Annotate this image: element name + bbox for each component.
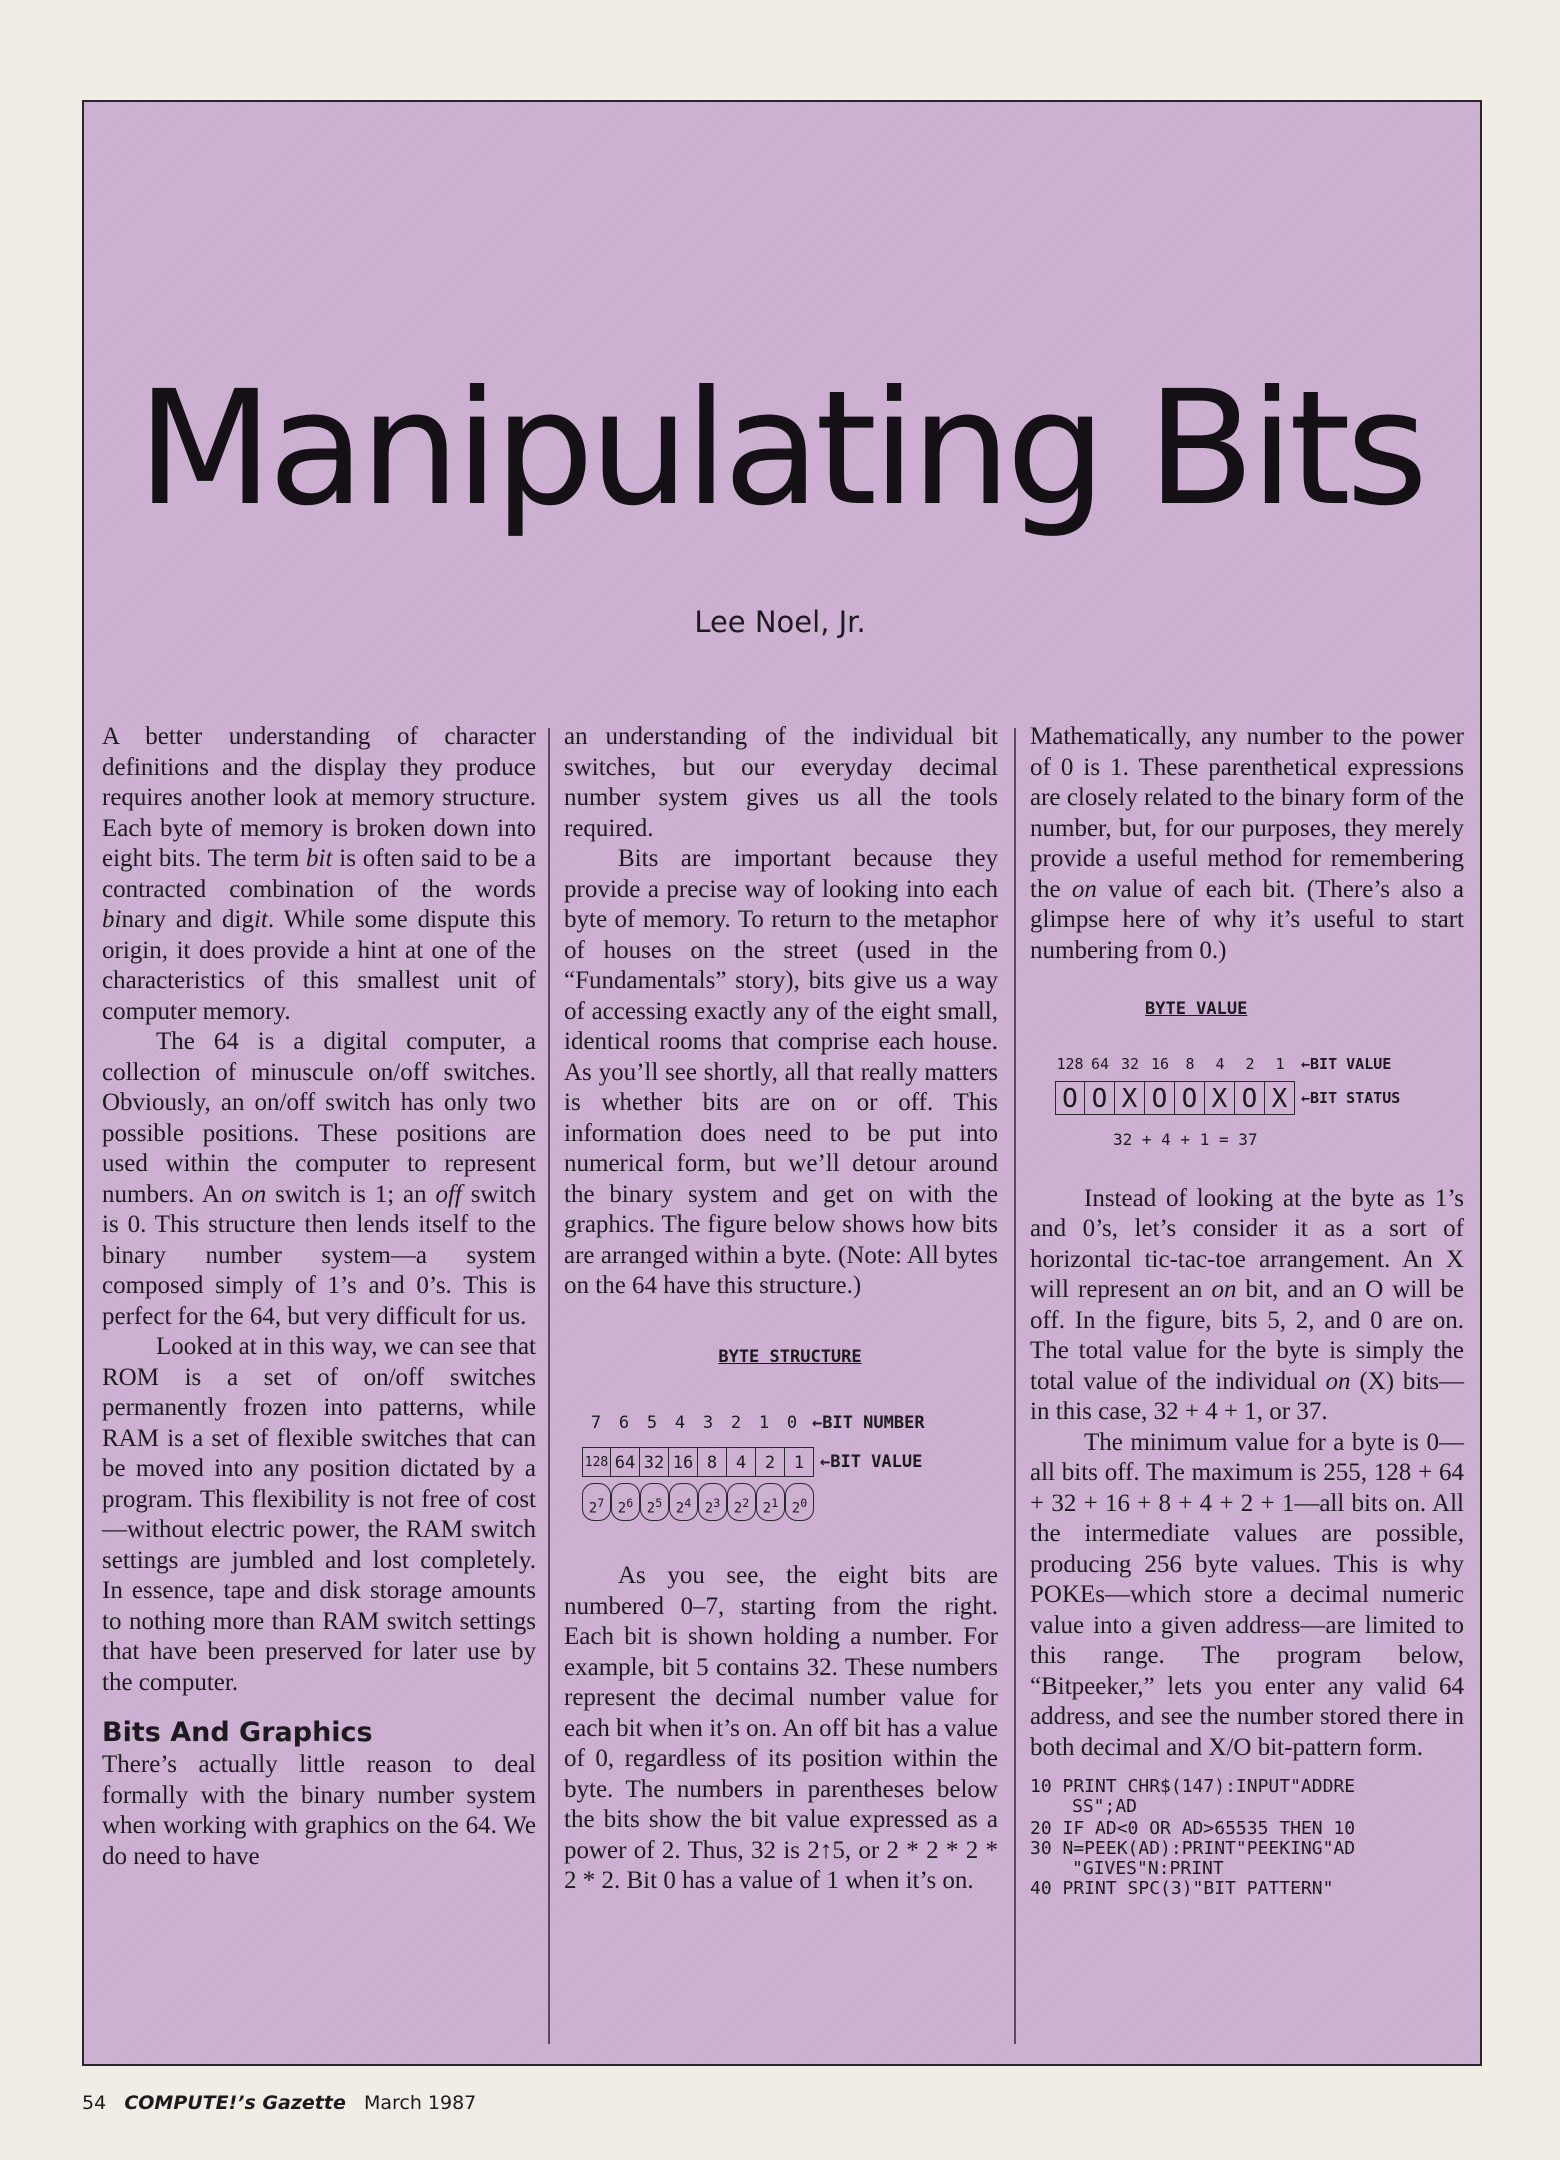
bit-value-cell: 64 [611,1447,640,1477]
bit-status-row [1055,1081,1464,1115]
bit-value-cell: 32 [640,1447,669,1477]
code-line: 20 IF AD<0 OR AD>65535 THEN 10 [1030,1818,1356,1839]
byline: Lee Noel, Jr. [694,605,866,639]
bit-number-label: ←BIT NUMBER [812,1413,925,1433]
bit-number: 1 [758,1413,770,1433]
figure-title: BYTE VALUE [1145,999,1248,1019]
bit-status-cell: O [1055,1081,1085,1115]
figure-title: BYTE STRUCTURE [718,1346,862,1367]
paragraph: an understanding of the individual bit switches, but our everyday decimal number system gives us all the tools required. [564,723,998,842]
bit-number: 7 [590,1413,602,1433]
bit-status-cell: O [1235,1081,1265,1115]
bit-value: 4 [1215,1054,1225,1073]
power-cell: $2^4$ [669,1483,698,1521]
bit-value-row [1055,1049,1464,1080]
bit-status-cell: X [1265,1081,1295,1115]
power-cell: $2^7$ [582,1483,611,1521]
article-title: Manipulating Bits [136,357,1424,541]
paragraph: The minimum value for a byte is 0—all bits off. The maximum is 255, 128 + 64 + 32 + 16 + 8 + 4 + 2 + 1—all bits on. All the intermediate values are possible, producing 256 byte values. This is why POKEs—which store a decimal numeric value into a given address—are limited to this range. The program below, “Bitpeeker,” lets you enter any valid 64 address, and see the number stored there in both decimal and X/O bit-pattern form. [1030,1428,1464,1761]
power-cell: $2^6$ [611,1483,640,1521]
section-heading: Bits And Graphics [102,1717,373,1748]
power-cell: $2^5$ [640,1483,669,1521]
bit-number: 5 [646,1413,658,1433]
code-line: 10 PRINT CHR$(147):INPUT"ADDRE [1030,1776,1356,1797]
bit-number: 4 [674,1413,686,1433]
bit-number: 0 [786,1413,798,1433]
code-line: SS";AD [1072,1796,1138,1817]
bit-value-label: ←BIT VALUE [1301,1054,1392,1073]
byte-value-figure [1055,994,1464,1156]
bit-value: 1 [1275,1054,1285,1073]
column-divider [1014,728,1016,2044]
magazine-name: COMPUTE!’s Gazette [124,2092,346,2114]
bit-value: 32 [1120,1054,1140,1073]
bit-value-cell: 2 [756,1447,785,1477]
byte-structure-figure [582,1342,998,1522]
bit-value-cell: 4 [727,1447,756,1477]
bit-value: 128 [1056,1054,1084,1073]
bit-status-cell: X [1205,1081,1235,1115]
paragraph: As you see, the eight bits are numbered 0–7, starting from the right. Each bit is shown holding a number. For example, bit 5 contains 32. These numbers represent the decimal number value for each bit when it’s on. An off bit has a value of 0, regardless of its position within the byte. The numbers in parentheses below the bits show the bit value expressed as a power of 2. Thus, 32 is 2↑5, or 2 * 2 * 2 * 2 * 2. Bit 0 has a value of 1 when it’s on. [564,1562,998,1894]
power-cell: $2^0$ [785,1483,814,1521]
page-footer [82,2092,476,2114]
paragraph: The 64 is a digital computer, a collection of minuscule on/off switches. Obviously, an on/off switch has only two possible positions. These positions are used within the computer to represent numbers. An on switch is 1; an off switch is 0. This structure then lends itself to the binary number system—a system composed simply of 1’s and 0’s. This is perfect for the 64, but very difficult for us. [102,1028,536,1330]
bit-number: 3 [702,1413,714,1433]
bit-status-cell: O [1175,1081,1205,1115]
bit-value-row [582,1447,998,1478]
code-line: 30 N=PEEK(AD):PRINT"PEEKING"AD [1030,1838,1356,1859]
program-listing [1030,1777,1464,1899]
byte-sum: 32 + 4 + 1 = 37 [1113,1130,1258,1149]
power-cell: $2^2$ [727,1483,756,1521]
code-line: "GIVES"N:PRINT [1072,1858,1224,1879]
paragraph: Mathematically, any number to the power of 0 is 1. These parenthetical expressions are closely related to the binary form of the number, but, for our purposes, they merely provide a useful method for remembering the on value of each bit. (There’s also a glimpse here of why it’s useful to start numbering from 0.) [1030,723,1464,964]
paragraph: Bits are important because they provide a precise way of looking into each byte of memory. To return to the metaphor of houses on the street (used in the “Fundamentals” story), bits give us a way of accessing exactly any of the eight small, identical rooms that comprise each house. As you’ll see shortly, all that really matters is whether bits are on or off. This information does need to be put into numerical form, but we’ll detour around the binary system and get on with the graphics. The figure below shows how bits are arranged within a byte. (Note: All bytes on the 64 have this structure.) [564,845,998,1299]
bit-value-cell: 1 [785,1447,814,1477]
paragraph: Looked at in this way, we can see that ROM is a set of on/off switches permanently frozen into patterns, while RAM is a set of flexible switches that can be moved into any position dictated by a program. This flexibility is not free of cost—without electric power, the RAM switch settings are jumbled and lost completely. In essence, tape and disk storage amounts to nothing more than RAM switch settings that have been preserved for later use by the computer. [102,1333,536,1696]
bit-value: 8 [1185,1054,1195,1073]
bit-status-label: ←BIT STATUS [1301,1088,1401,1107]
bit-value: 16 [1150,1054,1170,1073]
bit-status-cell: O [1085,1081,1115,1115]
column-1 [102,722,536,1872]
bit-value-cell: 128 [582,1447,611,1477]
issue-date: March 1987 [363,2092,477,2114]
bit-value-cell: 8 [698,1447,727,1477]
column-divider [548,728,550,2044]
bit-status-cell: X [1115,1081,1145,1115]
power-row [582,1483,998,1521]
bit-value: 2 [1245,1054,1255,1073]
bit-value-cell: 16 [669,1447,698,1477]
code-line: 40 PRINT SPC(3)"BIT PATTERN" [1030,1878,1334,1899]
paragraph: There’s actually little reason to deal formally with the binary number system when working with graphics on the 64. We do need to have [102,1751,536,1870]
bit-status-cell: O [1145,1081,1175,1115]
power-cell: $2^1$ [756,1483,785,1521]
bit-number: 2 [730,1413,742,1433]
bit-value: 64 [1090,1054,1110,1073]
paragraph: Instead of looking at the byte as 1’s and 0’s, let’s consider it as a sort of horizontal tic-tac-toe arrangement. An X will represent an on bit, and an O will be off. In the figure, bits 5, 2, and 0 are on. The total value for the byte is simply the total value of the individual on (X) bits—in this case, 32 + 4 + 1, or 37. [1030,1184,1464,1425]
bit-number: 6 [618,1413,630,1433]
column-2 [564,722,998,1897]
power-cell: $2^3$ [698,1483,727,1521]
column-3 [1030,722,1464,1899]
page-number: 54 [82,2092,107,2114]
paragraph: A better understanding of character definitions and the display they produce requires another look at memory structure. Each byte of memory is broken down into eight bits. The term bit is often said to be a contracted combination of the words binary and digit. While some dispute this origin, it does provide a hint at one of the characteristics of this smallest unit of computer memory. [102,723,537,1025]
bit-number-row [582,1408,998,1439]
bit-value-label: ←BIT VALUE [820,1451,923,1472]
